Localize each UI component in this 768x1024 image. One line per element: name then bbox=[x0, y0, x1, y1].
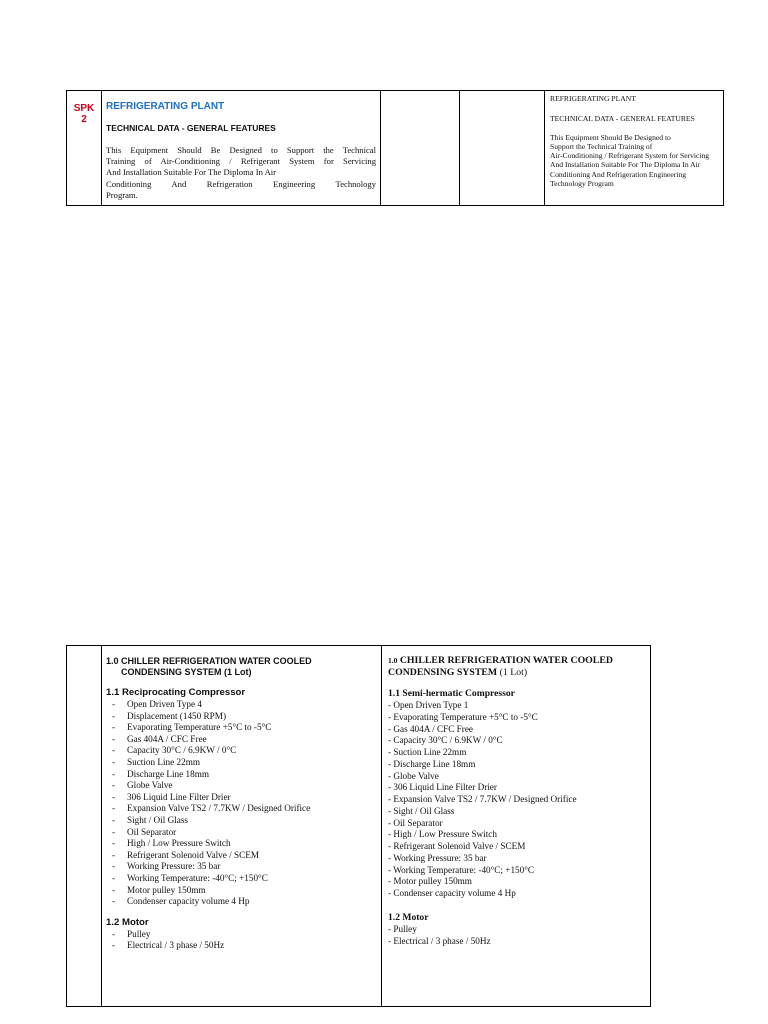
motor-list bbox=[388, 924, 650, 948]
list-item: - Sight / Oil Glass bbox=[388, 805, 455, 816]
list-item: - Evaporating Temperature +5°C to -5°C bbox=[106, 722, 381, 734]
list-item: - Motor pulley 150mm bbox=[388, 876, 472, 887]
description-line: And Installation Suitable For The Diploma In Air bbox=[106, 167, 277, 178]
spec-table-bottom bbox=[66, 645, 651, 1007]
list-item: - Evaporating Temperature +5°C to -5°C bbox=[388, 711, 538, 722]
section-number: 1.0 bbox=[388, 656, 398, 665]
list-item: - Displacement (1450 RPM) bbox=[106, 711, 381, 723]
item-code-prefix: SPK bbox=[73, 103, 95, 114]
description-line: This Equipment Should Be Designed to Support the Technical bbox=[106, 145, 376, 155]
list-item: - Motor pulley 150mm bbox=[106, 885, 381, 897]
list-item: - Condenser capacity volume 4 Hp bbox=[106, 896, 381, 908]
list-item: - Gas 404A / CFC Free bbox=[106, 734, 381, 746]
list-item: - Suction Line 22mm bbox=[388, 747, 467, 757]
item-title: REFRIGERATING PLANT bbox=[106, 101, 225, 112]
section-heading-text: CONDENSING SYSTEM bbox=[388, 667, 498, 678]
compressor-heading: 1.1 Semi-hermatic Compressor bbox=[388, 688, 515, 699]
list-item: - Suction Line 22mm bbox=[106, 757, 381, 769]
required-spec-cell bbox=[102, 646, 382, 1007]
spec-description bbox=[550, 133, 719, 189]
list-item: - Electrical / 3 phase / 50Hz bbox=[388, 935, 491, 946]
item-subtitle: TECHNICAL DATA - GENERAL FEATURES bbox=[106, 123, 276, 133]
list-item: - Expansion Valve TS2 / 7.7KW / Designed Orifice bbox=[388, 794, 577, 804]
table-row bbox=[67, 646, 651, 1007]
item-description bbox=[106, 145, 376, 201]
section-heading bbox=[388, 655, 650, 679]
list-item: - Capacity 30°C / 6.9KW / 0°C bbox=[388, 735, 503, 746]
spec-table-top bbox=[66, 90, 724, 206]
section-heading-line bbox=[388, 655, 650, 667]
list-item: - Open Driven Type 1 bbox=[388, 700, 469, 710]
spec-description-line: This Equipment Should Be Designed to bbox=[550, 132, 671, 142]
compressor-list bbox=[388, 700, 650, 900]
list-item: - Oil Separator bbox=[106, 827, 381, 839]
list-item: - Working Pressure: 35 bar bbox=[106, 861, 381, 873]
spec-subtitle: TECHNICAL DATA - GENERAL FEATURES bbox=[550, 114, 695, 124]
description-line: Program. bbox=[106, 189, 138, 200]
list-item: - Sight / Oil Glass bbox=[106, 815, 381, 827]
list-item: - Pulley bbox=[388, 923, 417, 934]
list-item: - Open Driven Type 4 bbox=[106, 699, 381, 711]
offered-spec-cell bbox=[382, 646, 651, 1007]
list-item: - Capacity 30°C / 6.9KW / 0°C bbox=[106, 745, 381, 757]
spec-description-line: Technology Program bbox=[550, 179, 614, 189]
list-item: - 306 Liquid Line Filter Drier bbox=[106, 792, 381, 804]
list-item: - Refrigerant Solenoid Valve / SCEM bbox=[106, 850, 381, 862]
motor-list bbox=[106, 929, 381, 952]
empty-cell bbox=[460, 91, 545, 206]
list-item: - High / Low Pressure Switch bbox=[388, 829, 497, 840]
list-item: - Condenser capacity volume 4 Hp bbox=[388, 888, 516, 898]
description-line: Conditioning And Refrigeration Engineering Technology bbox=[106, 178, 376, 189]
list-item: - Working Temperature: -40°C; +150°C bbox=[388, 864, 535, 875]
list-item: - Working Pressure: 35 bar bbox=[388, 852, 487, 863]
list-item: - Globe Valve bbox=[106, 780, 381, 792]
list-item: - Discharge Line 18mm bbox=[106, 769, 381, 781]
item-description-cell bbox=[102, 91, 381, 206]
empty-cell bbox=[381, 91, 460, 206]
compressor-heading: 1.1 Reciprocating Compressor bbox=[106, 687, 246, 698]
list-item: - High / Low Pressure Switch bbox=[106, 838, 381, 850]
compressor-list bbox=[106, 699, 381, 908]
table-row bbox=[67, 91, 724, 206]
section-heading bbox=[106, 656, 381, 678]
list-item: - Discharge Line 18mm bbox=[388, 758, 476, 769]
spec-title: REFRIGERATING PLANT bbox=[550, 94, 636, 103]
spec-description-line: Conditioning And Refrigeration Engineering bbox=[550, 169, 687, 179]
list-item: - Expansion Valve TS2 / 7.7KW / Designed Orifice bbox=[106, 803, 381, 815]
list-item: - Working Temperature: -40°C; +150°C bbox=[106, 873, 381, 885]
spec-description-line: And Installation Suitable For The Diploma In Air bbox=[550, 160, 701, 170]
list-item: - Pulley bbox=[106, 929, 381, 941]
section-heading-line: CONDENSING SYSTEM (1 Lot) bbox=[121, 667, 252, 677]
section-quantity: (1 Lot) bbox=[497, 667, 528, 678]
motor-heading: 1.2 Motor bbox=[388, 911, 429, 923]
section-heading-line: 1.0 CHILLER REFRIGERATION WATER COOLED bbox=[106, 656, 312, 666]
list-item: - 306 Liquid Line Filter Drier bbox=[388, 782, 497, 793]
item-code-cell bbox=[67, 91, 102, 206]
empty-cell bbox=[67, 646, 102, 1007]
list-item: - Oil Separator bbox=[388, 817, 443, 828]
offered-spec-cell bbox=[545, 91, 724, 206]
list-item: - Refrigerant Solenoid Valve / SCEM bbox=[388, 841, 526, 851]
section-heading-text: CHILLER REFRIGERATION WATER COOLED bbox=[399, 655, 613, 666]
motor-heading: 1.2 Motor bbox=[106, 916, 149, 928]
list-item: - Gas 404A / CFC Free bbox=[388, 723, 473, 734]
list-item: - Globe Valve bbox=[388, 770, 439, 781]
list-item: - Electrical / 3 phase / 50Hz bbox=[106, 940, 381, 952]
description-line: Training of Air-Conditioning / Refrigerant System for Servicing bbox=[106, 156, 376, 167]
spec-description-line: Air-Conditioning / Refrigerant System for Servicing bbox=[550, 151, 710, 161]
item-code-number: 2 bbox=[81, 114, 87, 125]
spec-description-line: Support the Technical Training of bbox=[550, 141, 653, 151]
section-heading-line bbox=[388, 667, 650, 679]
